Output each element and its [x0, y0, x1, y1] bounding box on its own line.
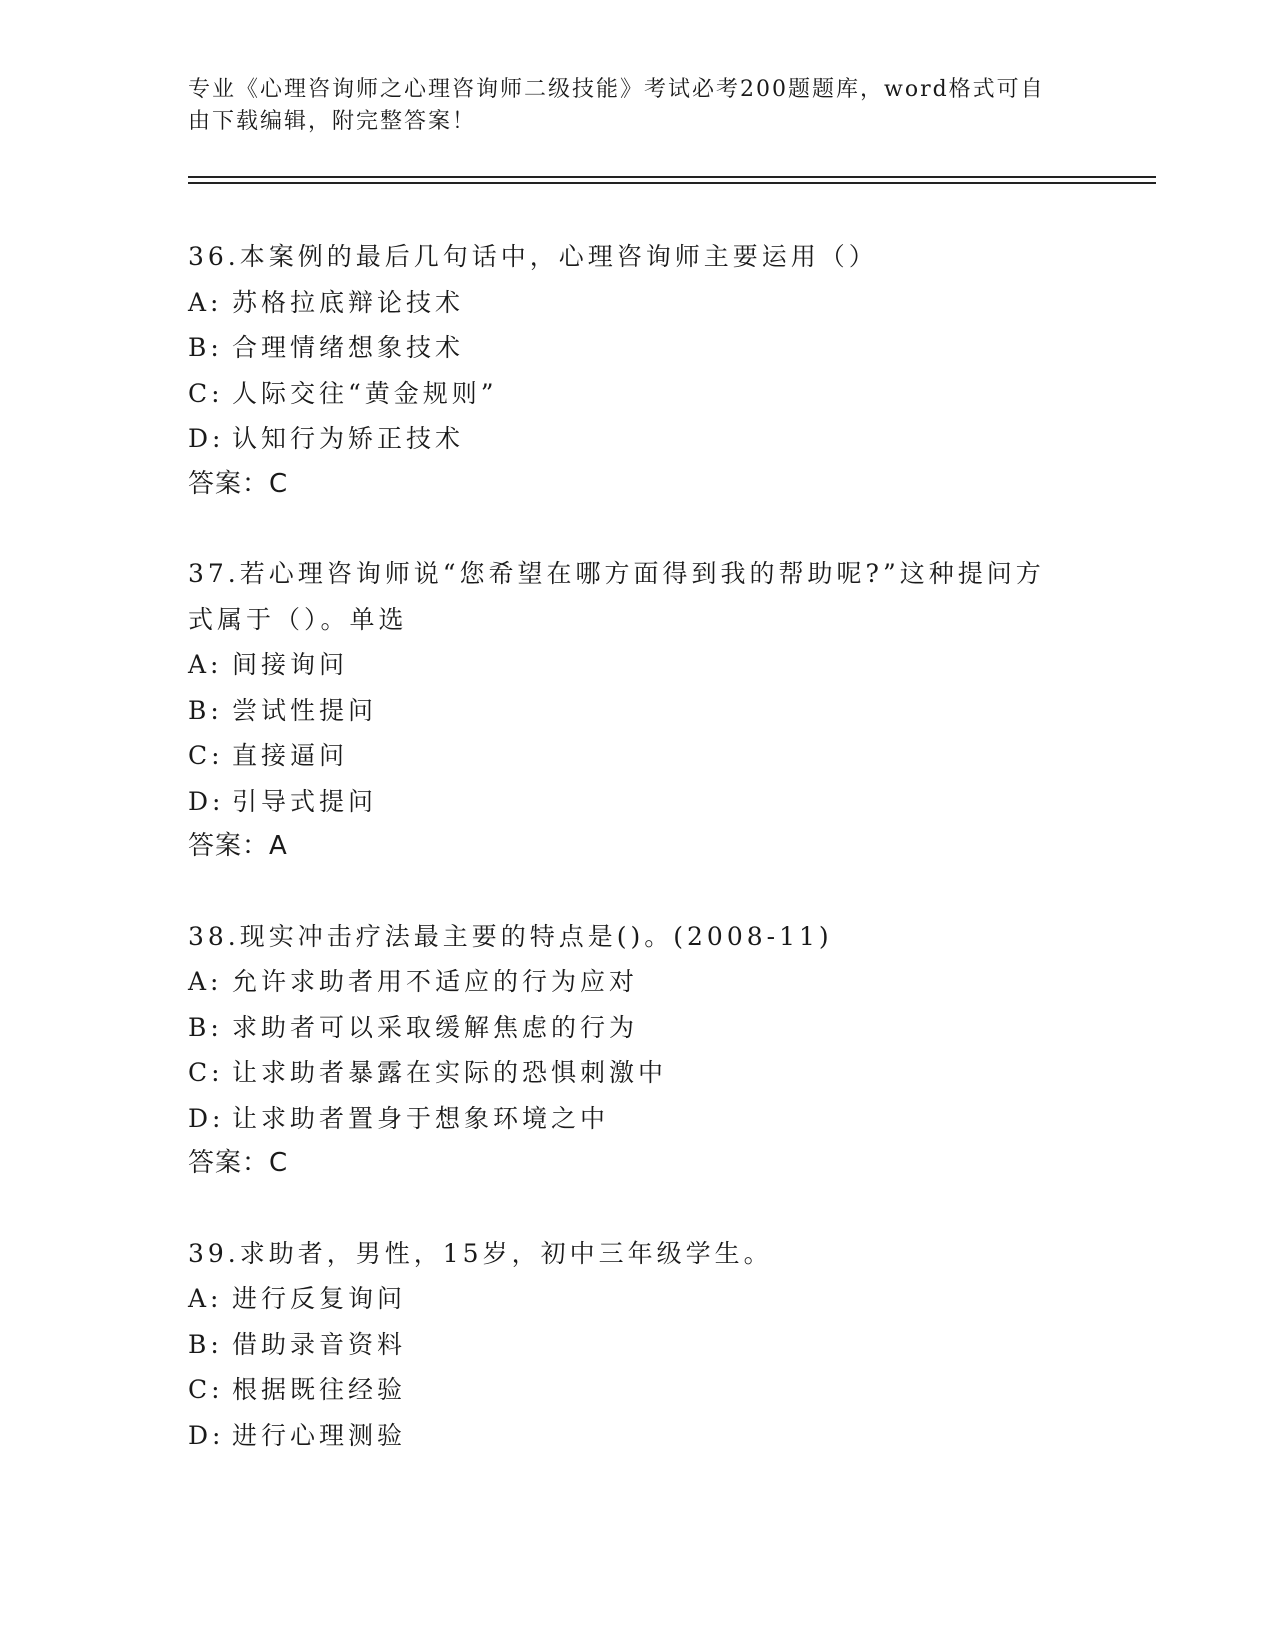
option-key: D:: [188, 786, 225, 816]
option-key: B:: [188, 333, 223, 362]
question-36: [188, 234, 1088, 507]
option-text: 引导式提问: [232, 786, 378, 816]
option-key: C:: [188, 1375, 224, 1404]
option-text: 允许求助者用不适应的行为应对: [232, 967, 639, 996]
option-text: 人际交往“黄金规则”: [232, 378, 498, 408]
option-key: D:: [188, 424, 225, 453]
option-text: 进行反复询问: [232, 1284, 407, 1313]
document-header: 专业《心理咨询师之心理咨询师二级技能》考试必考200题题库，word格式可自由下载编辑，附完整答案！: [188, 77, 1045, 134]
question-stem: 39.求助者，男性，15岁，初中三年级学生。: [188, 1238, 773, 1268]
option-text: 借助录音资料: [232, 1329, 407, 1359]
option-text: 间接询问: [232, 650, 349, 679]
option-text: 求助者可以采取缓解焦虑的行为: [232, 1012, 639, 1042]
option-d: [188, 416, 1088, 462]
option-text: 合理情绪想象技术: [232, 333, 465, 362]
option-key: A:: [188, 650, 223, 679]
option-key: B:: [188, 695, 223, 725]
option-text: 让求助者暴露在实际的恐惧刺激中: [232, 1058, 668, 1087]
option-text: 根据既往经验: [232, 1375, 407, 1404]
option-d: [188, 779, 1088, 825]
option-a: [188, 280, 1088, 326]
header-divider-top: [188, 176, 1156, 178]
option-b: [188, 688, 1088, 734]
option-b: [188, 1322, 1088, 1368]
option-c: [188, 1367, 1088, 1413]
option-c: [188, 371, 1088, 417]
option-a: [188, 1276, 1088, 1322]
question-stem: 38.现实冲击疗法最主要的特点是()。(2008-11): [188, 921, 833, 951]
question-37: [188, 551, 1088, 870]
question-list: [188, 234, 1088, 1502]
option-key: C:: [188, 1058, 224, 1087]
option-key: C:: [188, 378, 224, 408]
option-d: [188, 1096, 1088, 1142]
option-c: [188, 1050, 1088, 1096]
option-d: [188, 1413, 1088, 1459]
question-stem: 36.本案例的最后几句话中，心理咨询师主要运用（）: [188, 242, 878, 271]
option-text: 尝试性提问: [232, 695, 378, 725]
answer-line: 答案：C: [188, 468, 289, 499]
option-a: [188, 642, 1088, 688]
option-key: D:: [188, 1420, 225, 1450]
option-a: [188, 959, 1088, 1005]
option-key: D:: [188, 1103, 225, 1133]
option-key: B:: [188, 1329, 223, 1359]
question-39: [188, 1231, 1088, 1459]
option-key: C:: [188, 741, 224, 770]
option-text: 进行心理测验: [232, 1420, 407, 1450]
option-key: B:: [188, 1012, 223, 1042]
question-stem: 37.若心理咨询师说“您希望在哪方面得到我的帮助呢?”这种提问方式属于（）。单选: [188, 559, 1045, 634]
header-divider-bottom: [188, 182, 1156, 184]
option-text: 苏格拉底辩论技术: [232, 287, 465, 317]
option-c: [188, 733, 1088, 779]
option-text: 直接逼问: [232, 741, 349, 770]
option-text: 让求助者置身于想象环境之中: [232, 1103, 610, 1133]
question-38: [188, 914, 1088, 1187]
option-key: A:: [188, 287, 223, 317]
answer-line: 答案：C: [188, 1148, 289, 1178]
option-b: [188, 1005, 1088, 1051]
answer-line: 答案：A: [188, 831, 288, 861]
option-key: A:: [188, 967, 223, 996]
option-key: A:: [188, 1284, 223, 1313]
option-text: 认知行为矫正技术: [232, 424, 465, 453]
option-b: [188, 325, 1088, 371]
